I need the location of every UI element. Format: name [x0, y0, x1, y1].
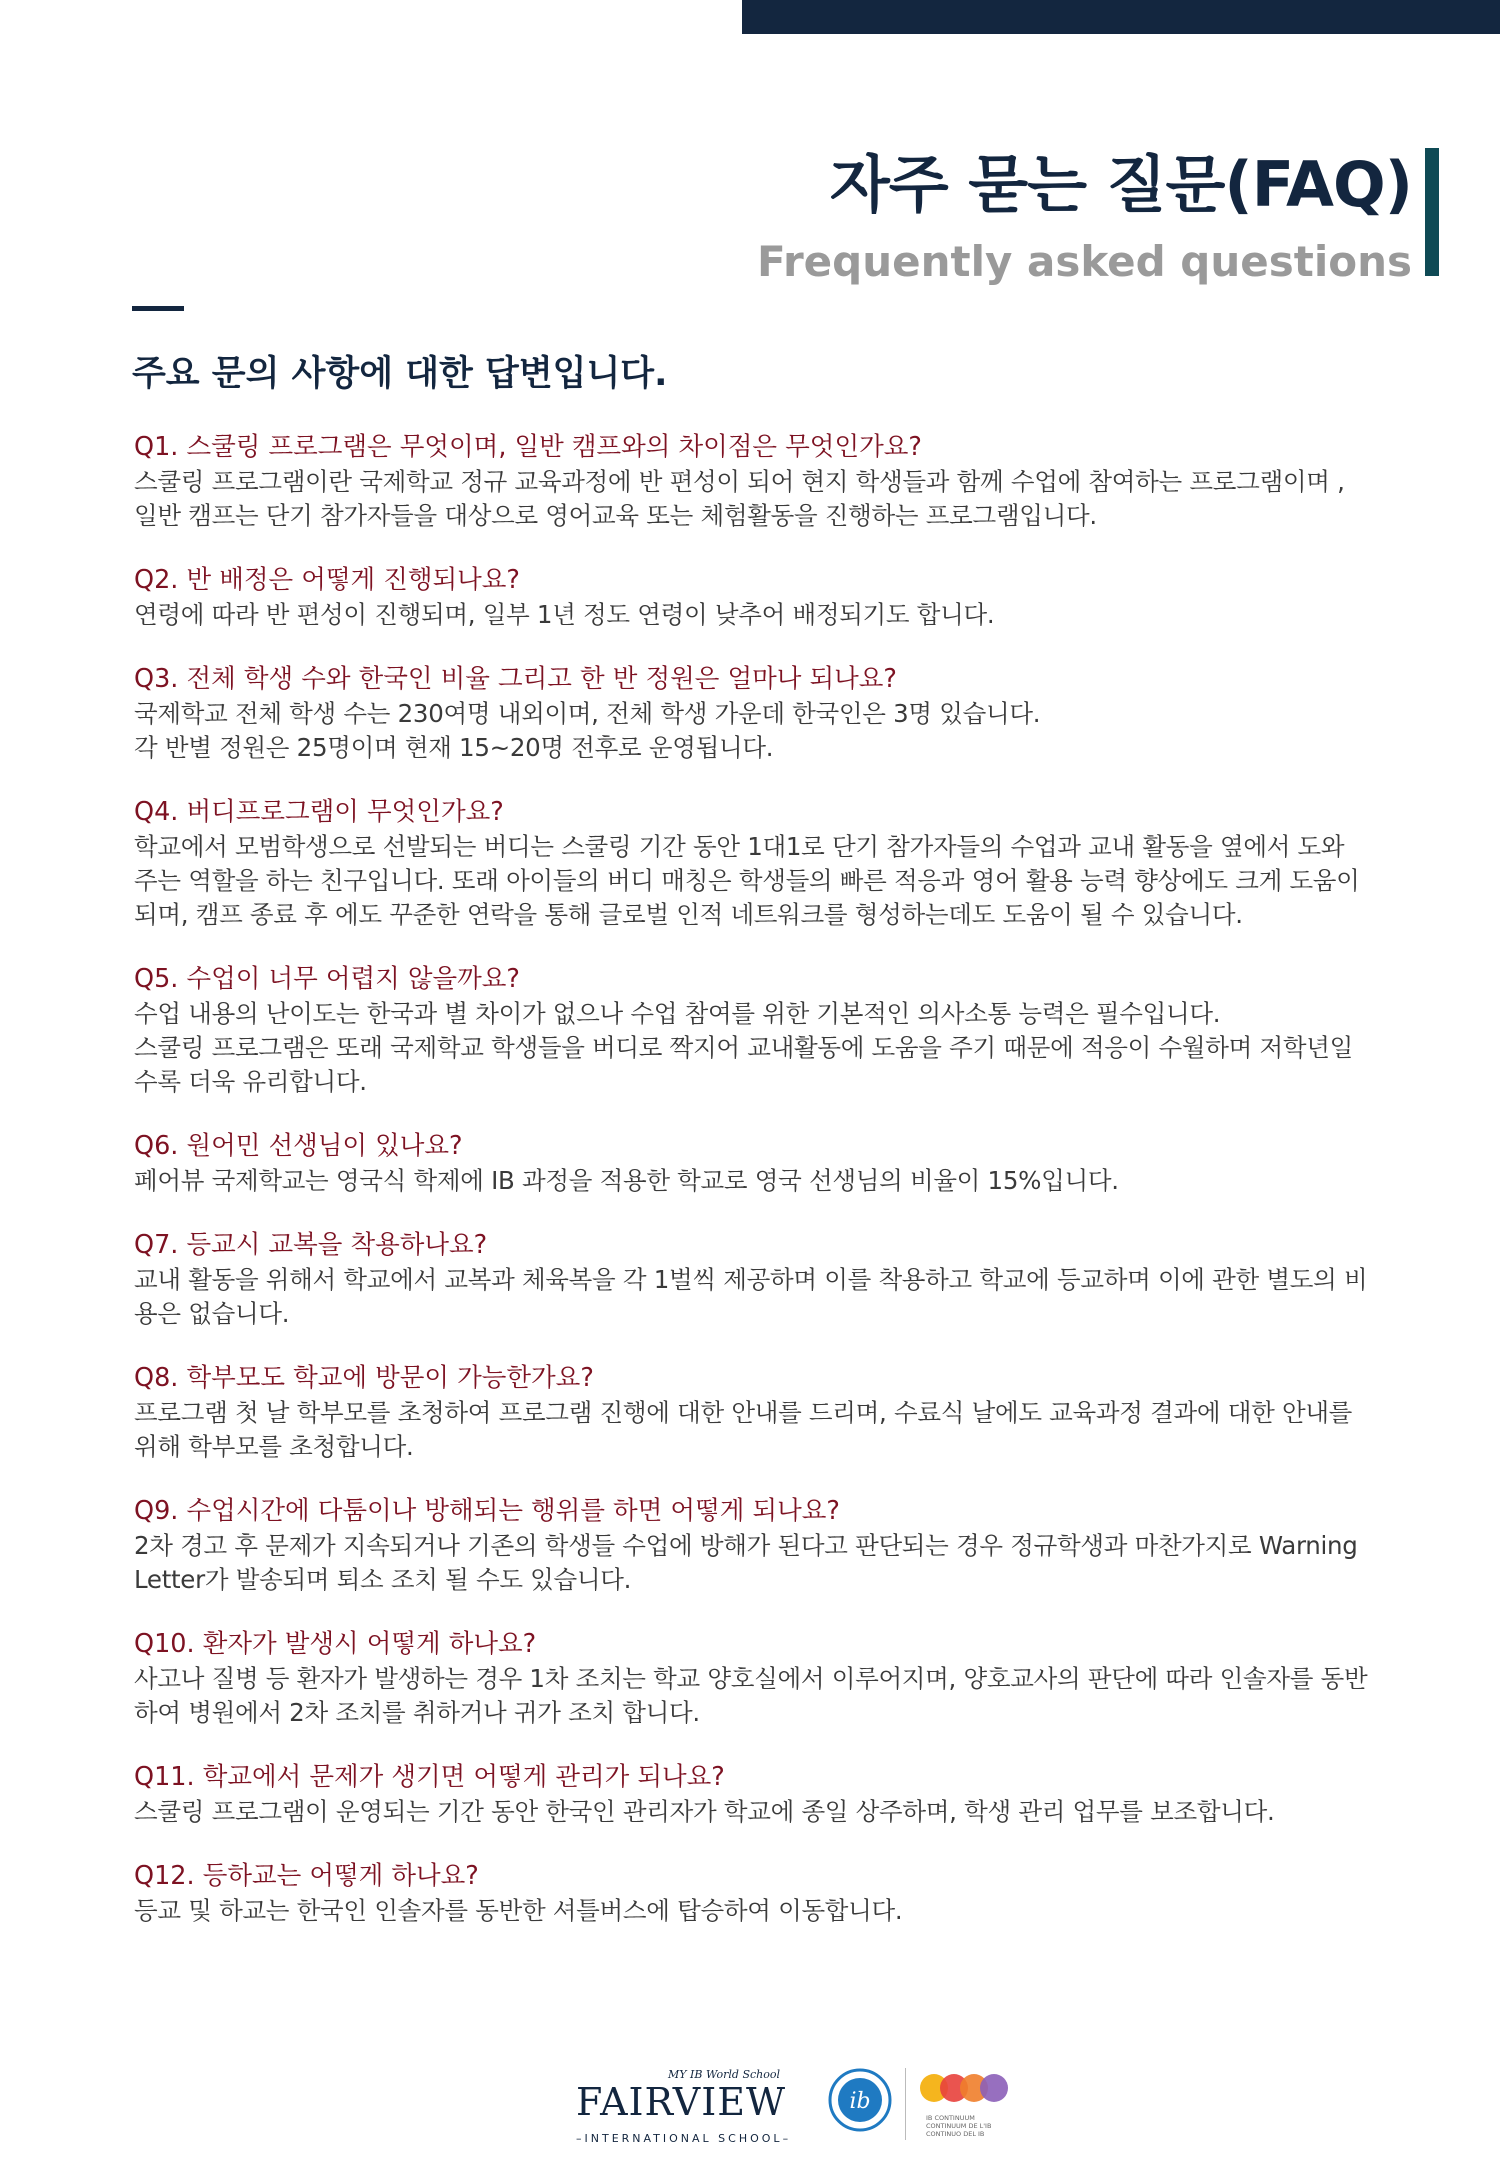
faq-answer — [134, 997, 1414, 1099]
faq-answer-line: 되며, 캠프 종료 후 에도 꾸준한 연락을 통해 글로벌 인적 네트워크를 형성하는데도 도움이 될 수 있습니다. — [134, 900, 1243, 929]
ib-continuum-dots-icon — [918, 2070, 1014, 2110]
faq-answer-line: 교내 활동을 위해서 학교에서 교복과 체육복을 각 1벌씩 제공하며 이를 착용하고 학교에 등교하며 이에 관한 별도의 비 — [134, 1265, 1368, 1294]
fairview-name: FAIRVIEW — [576, 2080, 787, 2124]
fairview-tagline: MY IB World School — [668, 2068, 780, 2081]
page-title: 자주 묻는 질문(FAQ) — [829, 148, 1412, 221]
faq-answer-line: 등교 및 하교는 한국인 인솔자를 동반한 셔틀버스에 탑승하여 이동합니다. — [134, 1896, 903, 1925]
faq-answer-line: 일반 캠프는 단기 참가자들을 대상으로 영어교육 또는 체험활동을 진행하는 프로그램입니다. — [134, 501, 1097, 530]
ib-continuum-line: CONTINUUM DE L'IB — [926, 2122, 992, 2130]
faq-answer — [134, 1662, 1414, 1730]
faq-answer — [134, 1795, 1414, 1829]
faq-item — [134, 1228, 1414, 1331]
faq-answer-line: 스쿨링 프로그램이란 국제학교 정규 교육과정에 반 편성이 되어 현지 학생들과 함께 수업에 참여하는 프로그램이며 , — [134, 467, 1345, 496]
top-accent-bar — [742, 0, 1500, 34]
faq-answer-line: 2차 경고 후 문제가 지속되거나 기존의 학생들 수업에 방해가 된다고 판단되는 경우 정규학생과 마찬가지로 Warning — [134, 1531, 1358, 1560]
faq-answer-line: 스쿨링 프로그램이 운영되는 기간 동안 한국인 관리자가 학교에 종일 상주하며, 학생 관리 업무를 보조합니다. — [134, 1797, 1275, 1826]
faq-answer-line: 하여 병원에서 2차 조치를 취하거나 귀가 조치 합니다. — [134, 1698, 700, 1727]
faq-answer — [134, 598, 1414, 632]
faq-answer-line: 연령에 따라 반 편성이 진행되며, 일부 1년 정도 연령이 낮추어 배정되기도 합니다. — [134, 600, 995, 629]
faq-item — [134, 1494, 1414, 1597]
faq-answer — [134, 1529, 1414, 1597]
fairview-logo — [570, 2058, 790, 2148]
faq-question: Q8. 학부모도 학교에 방문이 가능한가요? — [134, 1363, 594, 1393]
ib-continuum-logo — [918, 2070, 1028, 2138]
faq-item — [134, 795, 1414, 932]
faq-answer-line: 주는 역할을 하는 친구입니다. 또래 아이들의 버디 매칭은 학생들의 빠른 적응과 영어 활용 능력 향상에도 크게 도움이 — [134, 866, 1360, 895]
faq-answer-line: 각 반별 정원은 25명이며 현재 15~20명 전후로 운영됩니다. — [134, 733, 774, 762]
faq-question: Q4. 버디프로그램이 무엇인가요? — [134, 797, 504, 827]
section-heading: 주요 문의 사항에 대한 답변입니다. — [132, 354, 668, 394]
faq-answer-line: 프로그램 첫 날 학부모를 초청하여 프로그램 진행에 대한 안내를 드리며, 수료식 날에도 교육과정 결과에 대한 안내를 — [134, 1398, 1353, 1427]
ib-world-school-seal-icon — [828, 2068, 892, 2132]
faq-answer-line: 페어뷰 국제학교는 영국식 학제에 IB 과정을 적용한 학교로 영국 선생님의 비율이 15%입니다. — [134, 1166, 1119, 1195]
faq-question: Q1. 스쿨링 프로그램은 무엇이며, 일반 캠프와의 차이점은 무엇인가요? — [134, 432, 922, 462]
title-block — [757, 148, 1412, 292]
faq-answer — [134, 1894, 1414, 1928]
fairview-subtitle: –INTERNATIONAL SCHOOL– — [576, 2132, 792, 2145]
faq-answer — [134, 1396, 1414, 1464]
faq-item — [134, 430, 1414, 533]
page-subtitle: Frequently asked questions — [756, 237, 1412, 286]
faq-question: Q9. 수업시간에 다툼이나 방해되는 행위를 하면 어떻게 되나요? — [134, 1496, 840, 1526]
faq-item — [134, 662, 1414, 765]
faq-question: Q11. 학교에서 문제가 생기면 어떻게 관리가 되나요? — [134, 1762, 725, 1792]
heading-rule — [132, 306, 184, 311]
faq-item — [134, 1859, 1414, 1928]
faq-item — [134, 1361, 1414, 1464]
faq-item — [134, 962, 1414, 1099]
faq-item — [134, 1760, 1414, 1829]
faq-list — [134, 430, 1414, 1958]
faq-answer — [134, 1164, 1414, 1198]
faq-answer-line: 위해 학부모를 초청합니다. — [134, 1432, 414, 1461]
faq-answer-line: 스쿨링 프로그램은 또래 국제학교 학생들을 버디로 짝지어 교내활동에 도움을 주기 때문에 적응이 수월하며 저학년일 — [134, 1033, 1353, 1062]
faq-question: Q10. 환자가 발생시 어떻게 하나요? — [134, 1629, 537, 1659]
ib-logo-text: ib — [849, 2089, 871, 2114]
faq-answer-line: 수업 내용의 난이도는 한국과 별 차이가 없으나 수업 참여를 위한 기본적인 의사소통 능력은 필수입니다. — [134, 999, 1221, 1028]
logo-divider — [905, 2068, 906, 2140]
ib-continuum-text — [926, 2114, 991, 2138]
faq-question: Q7. 등교시 교복을 착용하나요? — [134, 1230, 488, 1260]
faq-item — [134, 1627, 1414, 1730]
faq-question: Q12. 등하교는 어떻게 하나요? — [134, 1861, 479, 1891]
faq-question: Q5. 수업이 너무 어렵지 않을까요? — [134, 964, 520, 994]
ib-continuum-line: CONTINUO DEL IB — [926, 2130, 985, 2138]
faq-answer-line: 국제학교 전체 학생 수는 230여명 내외이며, 전체 학생 가운데 한국인은 3명 있습니다. — [134, 699, 1041, 728]
faq-answer-line: 학교에서 모범학생으로 선발되는 버디는 스쿨링 기간 동안 1대1로 단기 참가자들의 수업과 교내 활동을 옆에서 도와 — [134, 832, 1345, 861]
title-accent-bar — [1425, 148, 1439, 276]
faq-answer — [134, 830, 1414, 932]
faq-item — [134, 1129, 1414, 1198]
faq-answer — [134, 697, 1414, 765]
faq-question: Q3. 전체 학생 수와 한국인 비율 그리고 한 반 정원은 얼마나 되나요? — [134, 664, 897, 694]
faq-answer-line: Letter가 발송되며 퇴소 조치 될 수도 있습니다. — [134, 1565, 632, 1594]
faq-question: Q2. 반 배정은 어떻게 진행되나요? — [134, 565, 520, 595]
faq-answer-line: 용은 없습니다. — [134, 1299, 290, 1328]
faq-answer — [134, 465, 1414, 533]
ib-continuum-line: IB CONTINUUM — [926, 2114, 975, 2122]
faq-answer-line: 수록 더욱 유리합니다. — [134, 1067, 367, 1096]
faq-question: Q6. 원어민 선생님이 있나요? — [134, 1131, 463, 1161]
faq-answer-line: 사고나 질병 등 환자가 발생하는 경우 1차 조치는 학교 양호실에서 이루어지며, 양호교사의 판단에 따라 인솔자를 동반 — [134, 1664, 1368, 1693]
faq-item — [134, 563, 1414, 632]
footer-logos — [560, 2058, 1030, 2148]
faq-answer — [134, 1263, 1414, 1331]
